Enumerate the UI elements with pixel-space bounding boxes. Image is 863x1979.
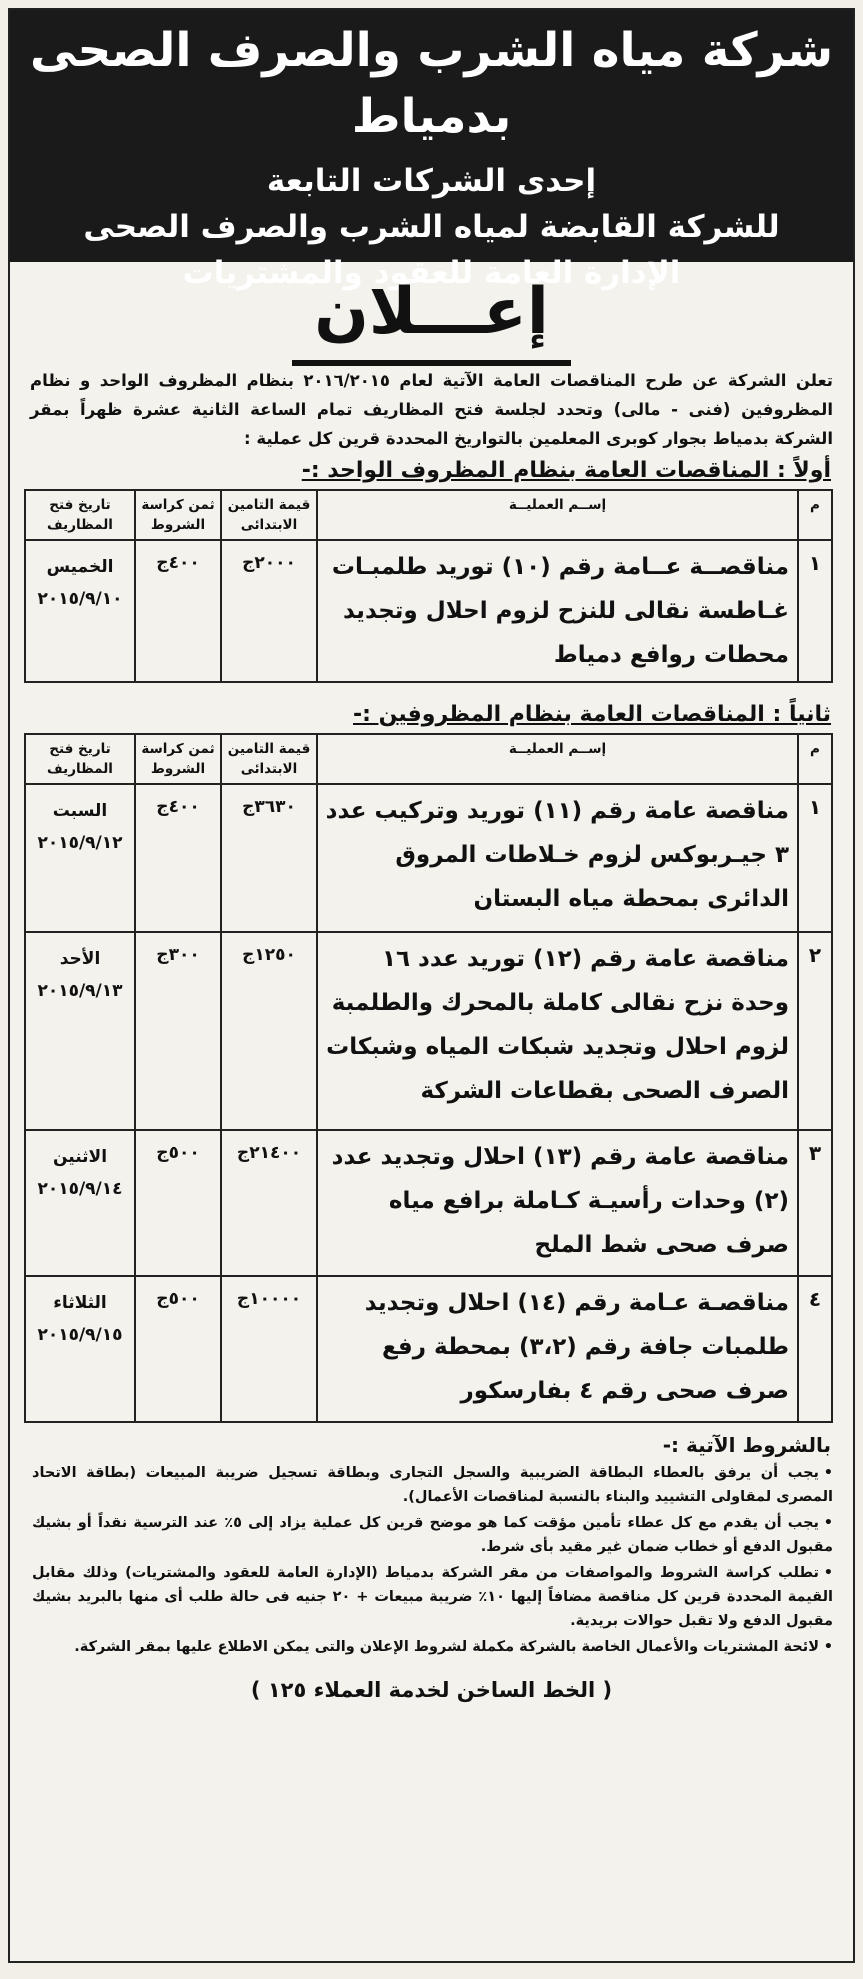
- condition-text: يجب أن يقدم مع كل عطاء تأمين مؤقت كما هو موضح قرين كل عملية يزاد إلى ٥٪ عند الترسية نقداً أو بشيك مقبول الدفع أو خطاب ضمان غير مقيد بأى شرط.: [32, 1515, 833, 1555]
- col-date: تاريخ فتح المظاريف: [25, 490, 135, 540]
- condition-text: تطلب كراسة الشروط والمواصفات من مقر الشركة بدمياط (الإدارة العامة للعقود والمشتريات) وذلك مقابل القيمة المحددة قرين كل مناقصة مضافاً إليها ١٠٪ ضريبة مبيعات + ٢٠ جنيه فى حالة طلب أى منها بالبريد بشيك مقبول الدفع ولا تقبل حوالات بريدية.: [32, 1565, 833, 1629]
- affiliation-line: إحدى الشركات التابعة: [266, 163, 597, 199]
- table-row: [25, 1276, 832, 1422]
- bullet-icon: •: [823, 1515, 833, 1531]
- announcement-heading-wrap: [10, 262, 853, 366]
- col-num: م: [798, 490, 832, 540]
- row-date-value: ٢٠١٥/٩/١٠: [37, 589, 123, 609]
- row-price: ٣٠٠ج: [135, 932, 221, 1130]
- condition-text: يجب أن يرفق بالعطاء البطاقة الضريبية والسجل التجارى وبطاقة تسجيل ضريبة المبيعات (بطاقة الاتحاد المصرى لمقاولى التشييد والبناء بالنسبة لمناقصات الأعمال).: [32, 1465, 833, 1505]
- table-row: [25, 540, 832, 682]
- row-date-value: ٢٠١٥/٩/١٢: [37, 833, 123, 853]
- row-insurance: ٣٦٣٠ج: [221, 784, 317, 932]
- list-item: [32, 1461, 833, 1509]
- intro-paragraph: تعلن الشركة عن طرح المناقصات العامة الآتية لعام ٢٠١٦/٢٠١٥ بنظام المظروف الواحد و نظام المظروفين (فنى - مالى) وتحدد لجلسة فتح المظاريف تمام الساعة الثانية عشرة ظهراً بمقر الشركة بدمياط بجوار كوبرى المعلمين بالتواريخ المحددة قرين كل عملية :: [30, 371, 833, 448]
- conditions-title: بالشروط الآتية :-: [662, 1433, 831, 1457]
- table-header-row: [25, 490, 832, 540]
- advertisement-page: [8, 8, 855, 1963]
- row-date: [25, 784, 135, 932]
- holding-company-line: للشركة القابضة لمياه الشرب والصرف الصحى: [83, 209, 780, 245]
- announcement-heading: إعـــلان: [292, 264, 571, 366]
- row-name: مناقصـة عـامة رقم (١٤) احلال وتجديد طلمبات جافة رقم (٣،٢) بمحطة رفع صرف صحى رقم ٤ بفارسكور: [317, 1276, 798, 1422]
- row-insurance: ١٢٥٠ج: [221, 932, 317, 1130]
- row-name: مناقصة عامة رقم (١٢) توريد عدد ١٦ وحدة نزح نقالى كاملة بالمحرك والطلمبة لزوم احلال وتجديد شبكات المياه وشبكات الصرف الصحى بقطاعات الشركة: [317, 932, 798, 1130]
- col-insurance: قيمة التامين الابتدائى: [221, 734, 317, 784]
- bullet-icon: •: [823, 1639, 833, 1655]
- row-date-value: ٢٠١٥/٩/١٥: [37, 1325, 123, 1345]
- col-name: إســم العمليــة: [317, 490, 798, 540]
- department-line: الإدارة العامة للعقود والمشتريات: [182, 255, 681, 291]
- row-day: الاثنين: [52, 1147, 108, 1167]
- row-date: [25, 540, 135, 682]
- row-day: الأحد: [59, 949, 101, 969]
- row-price: ٥٠٠ج: [135, 1130, 221, 1276]
- row-name: مناقصة عامة رقم (١١) توريد وتركيب عدد ٣ جيـربوكس لزوم خـلاطات المروق الدائرى بمحطة مياه البستان: [317, 784, 798, 932]
- list-item: [32, 1635, 833, 1659]
- row-name: مناقصة عامة رقم (١٣) احلال وتجديد عدد (٢) وحدات رأسيـة كـاملة برافع مياه صرف صحى شط الملح: [317, 1130, 798, 1276]
- row-price: ٤٠٠ج: [135, 784, 221, 932]
- bullet-icon: •: [823, 1465, 833, 1481]
- row-insurance: ٢١٤٠٠ج: [221, 1130, 317, 1276]
- col-price: ثمن كراسة الشروط: [135, 734, 221, 784]
- row-date-value: ٢٠١٥/٩/١٣: [37, 981, 123, 1001]
- col-date: تاريخ فتح المظاريف: [25, 734, 135, 784]
- row-date: [25, 1276, 135, 1422]
- col-name: إســم العمليــة: [317, 734, 798, 784]
- hotline-footer: ( الخط الساخن لخدمة العملاء ١٢٥ ): [250, 1678, 613, 1702]
- row-day: السبت: [52, 801, 108, 821]
- row-insurance: ١٠٠٠٠ج: [221, 1276, 317, 1422]
- table-row: [25, 932, 832, 1130]
- row-num: ٢: [798, 932, 832, 1130]
- masthead: [10, 10, 853, 291]
- two-envelope-table: [24, 733, 833, 1423]
- section2-title: ثانياً : المناقصات العامة بنظام المظروفين :-: [353, 702, 831, 727]
- row-day: الخميس: [46, 557, 114, 577]
- table-row: [25, 784, 832, 932]
- table-row: [25, 1130, 832, 1276]
- list-item: [32, 1561, 833, 1633]
- table-header-row: [25, 734, 832, 784]
- col-price: ثمن كراسة الشروط: [135, 490, 221, 540]
- row-price: ٤٠٠ج: [135, 540, 221, 682]
- company-name: شركة مياه الشرب والصرف الصحى بدمياط: [29, 23, 834, 144]
- condition-text: لائحة المشتريات والأعمال الخاصة بالشركة مكملة لشروط الإعلان والتى يمكن الاطلاع عليها بمقر الشركة.: [74, 1639, 819, 1655]
- row-date: [25, 932, 135, 1130]
- row-num: ٤: [798, 1276, 832, 1422]
- row-date: [25, 1130, 135, 1276]
- single-envelope-table: [24, 489, 833, 683]
- row-insurance: ٢٠٠٠ج: [221, 540, 317, 682]
- list-item: [32, 1511, 833, 1559]
- row-num: ١: [798, 540, 832, 682]
- col-insurance: قيمة التامين الابتدائى: [221, 490, 317, 540]
- row-date-value: ٢٠١٥/٩/١٤: [37, 1179, 123, 1199]
- row-num: ٣: [798, 1130, 832, 1276]
- section1-title: أولاً : المناقصات العامة بنظام المظروف الواحد :-: [301, 458, 831, 483]
- row-day: الثلاثاء: [53, 1293, 107, 1313]
- col-num: م: [798, 734, 832, 784]
- row-name: مناقصــة عــامة رقم (١٠) توريد طلمبـات غـاطسة نقالى للنزح لزوم احلال وتجديد محطات روافع دمياط: [317, 540, 798, 682]
- row-num: ١: [798, 784, 832, 932]
- row-price: ٥٠٠ج: [135, 1276, 221, 1422]
- conditions-list: [10, 1461, 853, 1659]
- bullet-icon: •: [823, 1565, 833, 1581]
